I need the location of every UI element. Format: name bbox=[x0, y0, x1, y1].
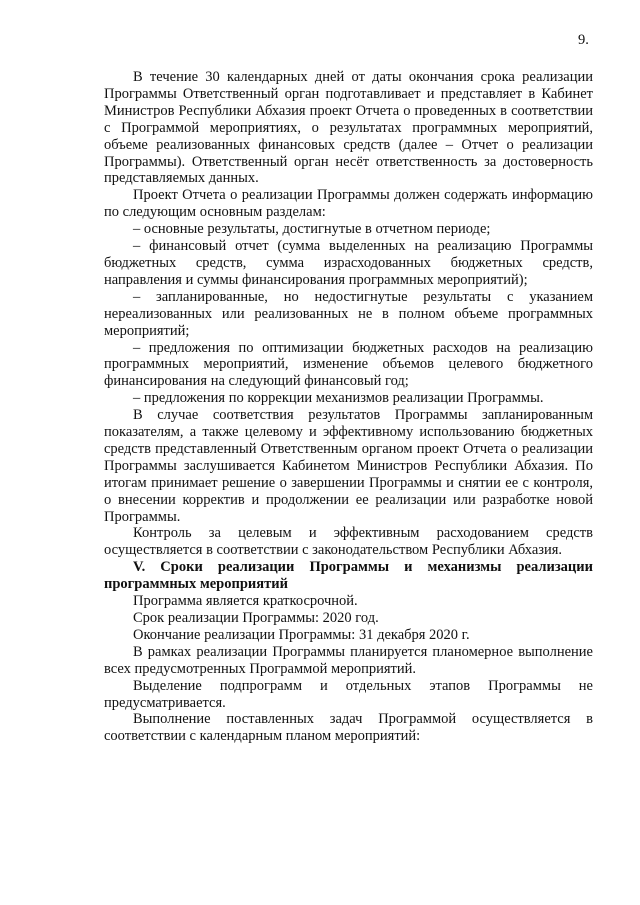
list-item-main-results: – основные результаты, достигнутые в отчетном периоде; bbox=[133, 221, 491, 238]
paragraph-calendar-plan: Выполнение поставленных задач Программой осуществляется в соответствии с календарным планом мероприятий: bbox=[104, 711, 593, 745]
paragraph-short-term: Программа является краткосрочной. bbox=[133, 593, 358, 610]
list-item-optimization-proposals: – предложения по оптимизации бюджетных расходов на реализацию программных мероприятий, изменение объемов целевого бюджетного финансирования на следующий финансовый год; bbox=[104, 339, 593, 390]
paragraph-planned-implementation: В рамках реализации Программы планируется планомерное выполнение всех предусмотренных Программой мероприятий. bbox=[104, 643, 593, 677]
paragraph-no-subprograms: Выделение подпрограмм и отдельных этапов Программы не предусматривается. bbox=[104, 677, 593, 711]
section-heading: V. Сроки реализации Программы и механизмы реализации программных мероприятий bbox=[104, 559, 593, 593]
paragraph-report-sections: Проект Отчета о реализации Программы должен содержать информацию по следующим основным разделам: bbox=[104, 187, 593, 221]
paragraph-report-deadline: В течение 30 календарных дней от даты окончания срока реализации Программы Ответственный орган подготавливает и представляет в Кабинет Министров Республики Абхазия проект Отчета о проведенных в соответствии с Программой мероприятиях, о результатах программных мероприятий, объеме реализованных финансовых средств (далее – Отчет о реализации Программы). Ответственный орган несёт ответственность за достоверность представляемых данных. bbox=[104, 69, 593, 187]
paragraph-report-review: В случае соответствия результатов Программы запланированным показателям, а также целевому и эффективному использованию бюджетных средств представленный Ответственным органом проект Отчета о реализации Программы заслушивается Кабинетом Министров Республики Абхазия. По итогам принимает решение о завершении Программы и снятии ее с контроля, о внесении корректив и продолжении ее реализации или разработке новой Программы. bbox=[104, 407, 593, 525]
paragraph-control: Контроль за целевым и эффективным расходованием средств осуществляется в соответствии с законодательством Республики Абхазия. bbox=[104, 525, 593, 559]
paragraph-end-date: Окончание реализации Программы: 31 декабря 2020 г. bbox=[133, 626, 470, 643]
page-number: 9. bbox=[578, 32, 589, 48]
paragraph-term: Срок реализации Программы: 2020 год. bbox=[133, 610, 379, 626]
list-item-mechanism-correction: – предложения по коррекции механизмов реализации Программы. bbox=[133, 390, 544, 407]
list-item-unachieved-results: – запланированные, но недостигнутые результаты с указанием нереализованных или реализованных не в полном объеме программных мероприятий; bbox=[104, 288, 593, 339]
list-item-financial-report: – финансовый отчет (сумма выделенных на реализацию Программы бюджетных средств, сумма израсходованных бюджетных средств, направления и суммы финансирования программных мероприятий); bbox=[104, 238, 593, 288]
document-body bbox=[104, 69, 593, 745]
